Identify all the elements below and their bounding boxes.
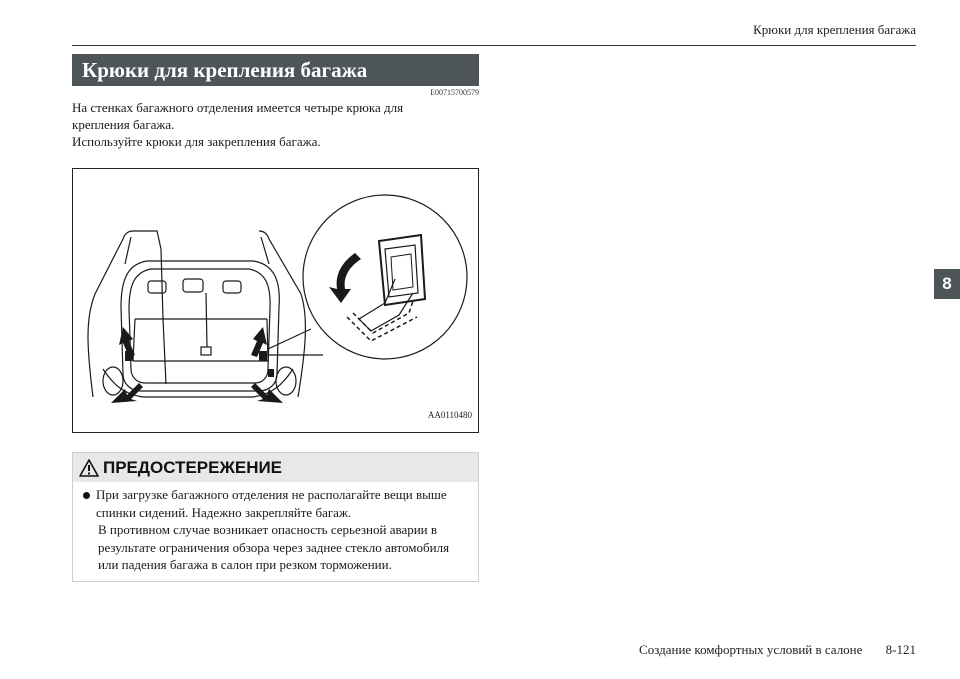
warning-header <box>73 453 478 482</box>
warning-box <box>72 452 479 582</box>
arrow-icon <box>329 253 361 303</box>
cargo-hook-icon <box>347 235 425 341</box>
bullet-icon <box>83 492 90 499</box>
warning-body <box>73 482 478 574</box>
document-code: E00715700579 <box>430 88 479 97</box>
header-rule <box>72 45 916 46</box>
cargo-hooks-figure <box>72 168 479 433</box>
body-paragraph: На стенках багажного отделения имеется четыре крюка для крепления багажа. <box>72 100 404 132</box>
warning-title: ПРЕДОСТЕРЕЖЕНИЕ <box>103 457 283 477</box>
body-paragraph: Используйте крюки для закрепления багажа. <box>72 134 321 149</box>
page-footer <box>639 642 916 658</box>
arrow-icon <box>111 383 143 403</box>
section-body <box>72 99 432 150</box>
page-number: 8-121 <box>885 642 916 657</box>
running-header: Крюки для крепления багажа <box>753 22 916 37</box>
chapter-tab: 8 <box>934 269 960 299</box>
figure-code: AA0110480 <box>427 410 472 420</box>
warning-continuation-text: В противном случае возникает опасность серьезной аварии в результате ограничения обзора через заднее стекло автомобиля или падения багажа в салон при резком торможении. <box>98 522 450 572</box>
warning-triangle-icon <box>79 459 99 477</box>
section-title: Крюки для крепления багажа <box>72 54 479 86</box>
cargo-area-illustration <box>73 169 477 431</box>
warning-bullet-text: При загрузке багажного отделения не располагайте вещи выше спинки сидений. Надежно закрепляйте багаж. <box>96 487 447 520</box>
footer-chapter-title: Создание комфортных условий в салоне <box>639 642 863 657</box>
